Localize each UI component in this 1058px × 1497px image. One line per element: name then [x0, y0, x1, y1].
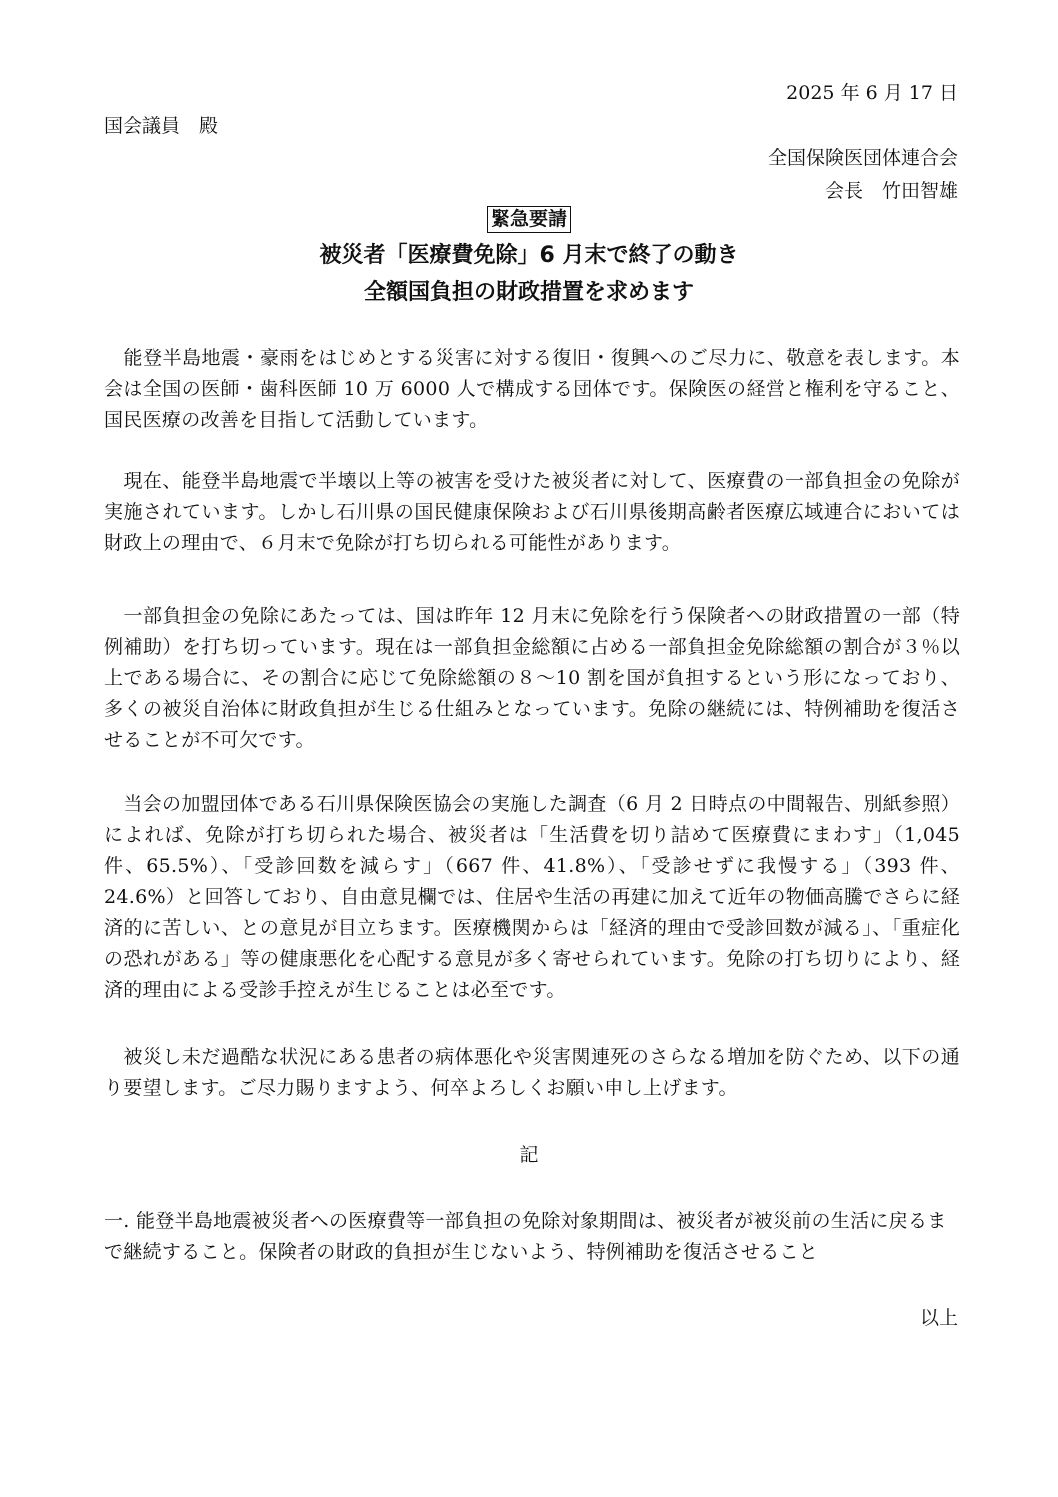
- document-date: 2025 年 6 月 17 日: [786, 82, 958, 104]
- closing-ijou: 以上: [919, 1307, 958, 1329]
- request-item: 一. 能登半島地震被災者への医療費等一部負担の免除対象期間は、被災者が被災前の生活に戻るまで継続すること。保険者の財政的負担が生じないよう、特例補助を復活させること: [104, 1210, 947, 1263]
- sender-organization: 全国保険医団体連合会: [767, 147, 958, 169]
- paragraph-text: 能登半島地震・豪雨をはじめとする災害に対する復旧・復興へのご尽力に、敬意を表します。本会は全国の医師・歯科医師 10 万 6000 人で構成する団体です。保険医の経営と権利を守ること、国民医療の改善を目指して活動しています。: [104, 347, 960, 431]
- paragraph-text: 被災し未だ過酷な状況にある患者の病体悪化や災害関連死のさらなる増加を防ぐため、以下の通り要望します。ご尽力賜りますよう、何卒よろしくお願い申し上げます。: [104, 1046, 960, 1099]
- document-title-line1: 被災者「医療費免除」6 月末で終了の動き: [319, 243, 739, 268]
- recipient: 国会議員 殿: [104, 115, 219, 137]
- ki-heading: 記: [519, 1144, 539, 1166]
- paragraph-greeting: [104, 343, 960, 436]
- paragraph-current-situation: [104, 466, 960, 559]
- paragraph-request-intro: [104, 1042, 960, 1104]
- paragraph-survey: [104, 789, 960, 1006]
- paragraph-text: 一部負担金の免除にあたっては、国は昨年 12 月末に免除を行う保険者への財政措置の一部（特例補助）を打ち切っています。現在は一部負担金総額に占める一部負担金免除総額の割合が３％以上である場合に、その割合に応じて免除総額の８～10 割を国が負担するという形になっており、多くの被災自治体に財政負担が生じる仕組みとなっています。免除の継続には、特例補助を復活させることが不可欠です。: [104, 605, 960, 751]
- paragraph-special-subsidy: [104, 601, 960, 756]
- sender-president: 会長 竹田智雄: [824, 180, 958, 202]
- document-title-line2: 全額国負担の財政措置を求めます: [363, 280, 694, 305]
- paragraph-text: 当会の加盟団体である石川県保険医協会の実施した調査（6 月 2 日時点の中間報告、別紙参照）によれば、免除が打ち切られた場合、被災者は「生活費を切り詰めて医療費にまわす」（1,045 件、65.5%）、「受診回数を減らす」（667 件、41.8%）、「受診せずに我慢する」（393 件、24.6%）と回答しており、自由意見欄では、住居や生活の再建に加えて近年の物価高騰でさらに経済的に苦しい、との意見が目立ちます。医療機関からは「経済的理由で受診回数が減る」、「重症化の恐れがある」等の健康悪化を心配する意見が多く寄せられています。免除の打ち切りにより、経済的理由による受診手控えが生じることは必至です。: [104, 793, 960, 1001]
- badge-container: [0, 206, 1058, 233]
- urgent-request-badge: 緊急要請: [487, 206, 571, 233]
- paragraph-text: 現在、能登半島地震で半壊以上等の被害を受けた被災者に対して、医療費の一部負担金の免除が実施されています。しかし石川県の国民健康保険および石川県後期高齢者医療広域連合においては財政上の理由で、６月末で免除が打ち切られる可能性があります。: [104, 470, 960, 554]
